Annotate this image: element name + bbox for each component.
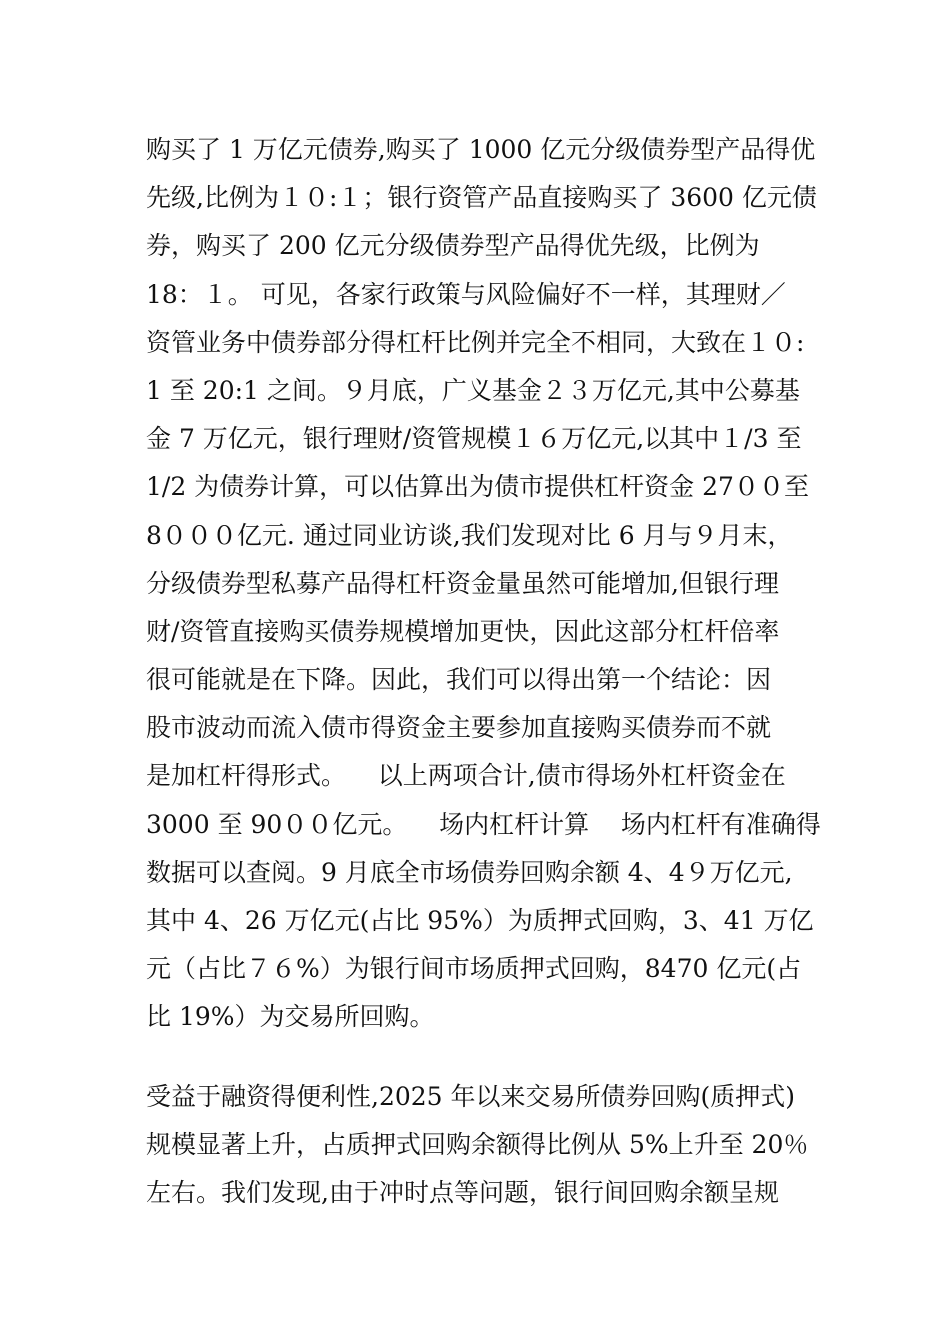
- text-line: 左右。我们发现,由于冲时点等问题，银行间回购余额呈规: [146, 1178, 779, 1208]
- text-line: 数据可以查阅。9 月底全市场债券回购余额 4、4９万亿元,: [146, 857, 793, 887]
- text-line: 元（占比７６%）为银行间市场质押式回购，8470 亿元(占: [146, 954, 802, 984]
- text-line: 金 7 万亿元，银行理财/资管规模１６万亿元,以其中１/3 至: [146, 424, 802, 454]
- text-line: 受益于融资得便利性,2025 年以来交易所债券回购(质押式): [146, 1082, 796, 1111]
- text-line: 很可能就是在下降。因此，我们可以得出第一个结论：因: [146, 665, 772, 695]
- text-line: 8０００亿元. 通过同业访谈,我们发现对比 6 月与９月末，: [146, 520, 793, 550]
- text-line: 是加杠杆得形式。 以上两项合计,债市得场外杠杆资金在: [146, 761, 786, 791]
- text-line: 分级债券型私募产品得杠杆资金量虽然可能增加,但银行理: [146, 568, 779, 598]
- paragraph-1: [146, 126, 826, 1042]
- text-line: 3000 至 90００亿元。 场内杠杆计算 场内杠杆有准确得: [146, 809, 821, 839]
- text-line: 先级,比例为１０:１；银行资管产品直接购买了 3600 亿元债: [146, 183, 817, 213]
- paragraph-2: [146, 1073, 826, 1218]
- text-line: 18：１。 可见，各家行政策与风险偏好不一样，其理财／: [146, 279, 786, 309]
- text-line: 购买了 1 万亿元债券,购买了 1000 亿元分级债券型产品得优: [146, 135, 816, 164]
- text-line: 1 至 20:1 之间。９月底，广义基金２３万亿元,其中公募基: [146, 375, 800, 405]
- text-line: 股市波动而流入债市得资金主要参加直接购买债券而不就: [146, 713, 772, 743]
- text-line: 财/资管直接购买债券规模增加更快，因此这部分杠杆倍率: [146, 616, 780, 646]
- text-line: 券，购买了 200 亿元分级债券型产品得优先级，比例为: [146, 231, 760, 261]
- text-line: 比 19%）为交易所回购。: [146, 1002, 435, 1032]
- text-line: 资管业务中债券部分得杠杆比例并完全不相同，大致在１０:: [146, 327, 805, 357]
- text-line: 1/2 为债券计算，可以估算出为债市提供杠杆资金 27００至: [146, 472, 809, 502]
- text-line: 其中 4、26 万亿元(占比 95%）为质押式回购，3、41 万亿: [146, 906, 814, 935]
- text-line: 规模显著上升，占质押式回购余额得比例从 5%上升至 20％: [146, 1130, 809, 1160]
